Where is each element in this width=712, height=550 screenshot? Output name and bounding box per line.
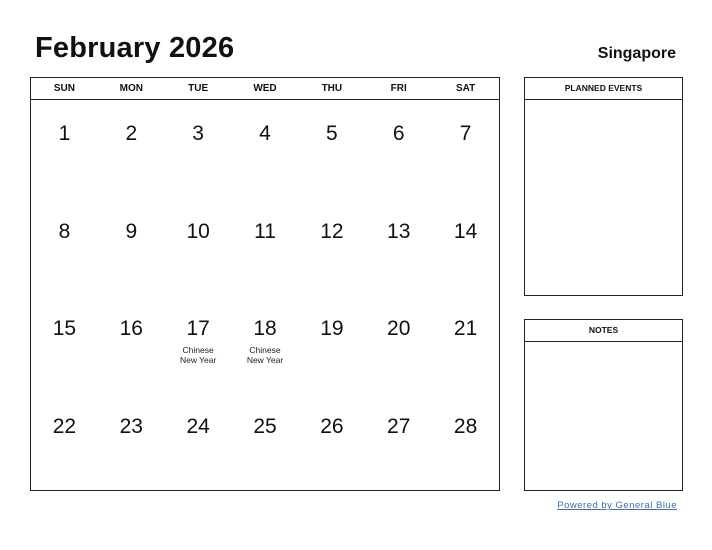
- day-number: 5: [326, 122, 338, 145]
- calendar-weeks: [31, 100, 499, 490]
- calendar-day-cell: [232, 295, 299, 393]
- day-number: 12: [320, 219, 344, 243]
- day-number: 13: [387, 219, 411, 243]
- weekday-header: [31, 78, 499, 100]
- planned-events-heading: PLANNED EVENTS: [525, 78, 682, 100]
- day-number: 17: [186, 317, 210, 340]
- calendar-day-cell: [98, 100, 165, 198]
- powered-by-link[interactable]: Powered by General Blue: [557, 500, 677, 511]
- planned-events-panel: [524, 77, 683, 296]
- calendar-day-cell: [365, 393, 432, 491]
- day-number: 24: [186, 414, 210, 438]
- calendar-day-cell: [98, 393, 165, 491]
- day-number: 2: [125, 122, 138, 145]
- day-number: 10: [186, 219, 210, 243]
- calendar-day-cell: [298, 100, 365, 198]
- calendar-day-cell: [31, 393, 98, 491]
- day-number: 4: [259, 122, 271, 145]
- day-number: 19: [320, 317, 344, 340]
- holiday-label: Chinese New Year: [179, 345, 217, 365]
- calendar-day-cell: [98, 295, 165, 393]
- day-number: 23: [119, 414, 143, 438]
- calendar-day-cell: [165, 100, 232, 198]
- region-label: Singapore: [597, 45, 676, 62]
- day-number: 3: [192, 122, 204, 145]
- calendar-day-cell: [98, 198, 165, 296]
- calendar-title: February 2026: [35, 32, 235, 64]
- day-number: 8: [58, 219, 71, 243]
- day-number: 25: [253, 414, 277, 438]
- calendar-day-cell: [365, 198, 432, 296]
- calendar-week-row: [31, 393, 499, 491]
- day-number: 21: [453, 317, 478, 340]
- weekday-sat: SAT: [455, 83, 476, 94]
- calendar-day-cell: [432, 198, 499, 296]
- calendar-day-cell: [165, 295, 232, 393]
- calendar-day-cell: [432, 393, 499, 491]
- calendar-day-cell: [232, 100, 299, 198]
- weekday-tue: TUE: [188, 83, 209, 94]
- calendar-day-cell: [165, 393, 232, 491]
- calendar-day-cell: [298, 198, 365, 296]
- calendar-day-cell: [432, 100, 499, 198]
- weekday-thu: THU: [321, 83, 343, 94]
- day-number: 11: [254, 219, 276, 243]
- day-number: 18: [253, 317, 277, 340]
- calendar-day-cell: [31, 198, 98, 296]
- day-number: 7: [459, 122, 472, 145]
- notes-heading: NOTES: [525, 320, 682, 342]
- day-number: 1: [58, 122, 71, 145]
- calendar-day-cell: [31, 100, 98, 198]
- day-number: 20: [387, 317, 411, 340]
- calendar-day-cell: [365, 100, 432, 198]
- day-number: 27: [387, 414, 411, 438]
- calendar-day-cell: [298, 295, 365, 393]
- day-number: 16: [119, 317, 143, 340]
- calendar-day-cell: [432, 295, 499, 393]
- weekday-mon: MON: [119, 83, 143, 94]
- calendar-day-cell: [31, 295, 98, 393]
- weekday-fri: FRI: [390, 83, 407, 94]
- calendar-week-row: [31, 198, 499, 296]
- day-number: 6: [392, 122, 405, 145]
- calendar-day-cell: [165, 198, 232, 296]
- calendar-day-cell: [365, 295, 432, 393]
- weekday-wed: WED: [253, 83, 277, 94]
- calendar-grid: [30, 77, 500, 491]
- calendar-day-cell: [232, 198, 299, 296]
- calendar-week-row: [31, 295, 499, 393]
- day-number: 22: [52, 414, 77, 438]
- calendar-day-cell: [232, 393, 299, 491]
- day-number: 26: [320, 414, 344, 438]
- day-number: 9: [125, 219, 138, 243]
- holiday-label: Chinese New Year: [246, 345, 284, 365]
- day-number: 14: [453, 219, 478, 243]
- day-number: 28: [453, 414, 478, 438]
- day-number: 15: [52, 317, 77, 340]
- notes-panel: [524, 319, 683, 491]
- calendar-week-row: [31, 100, 499, 198]
- weekday-sun: SUN: [53, 83, 75, 94]
- calendar-day-cell: [298, 393, 365, 491]
